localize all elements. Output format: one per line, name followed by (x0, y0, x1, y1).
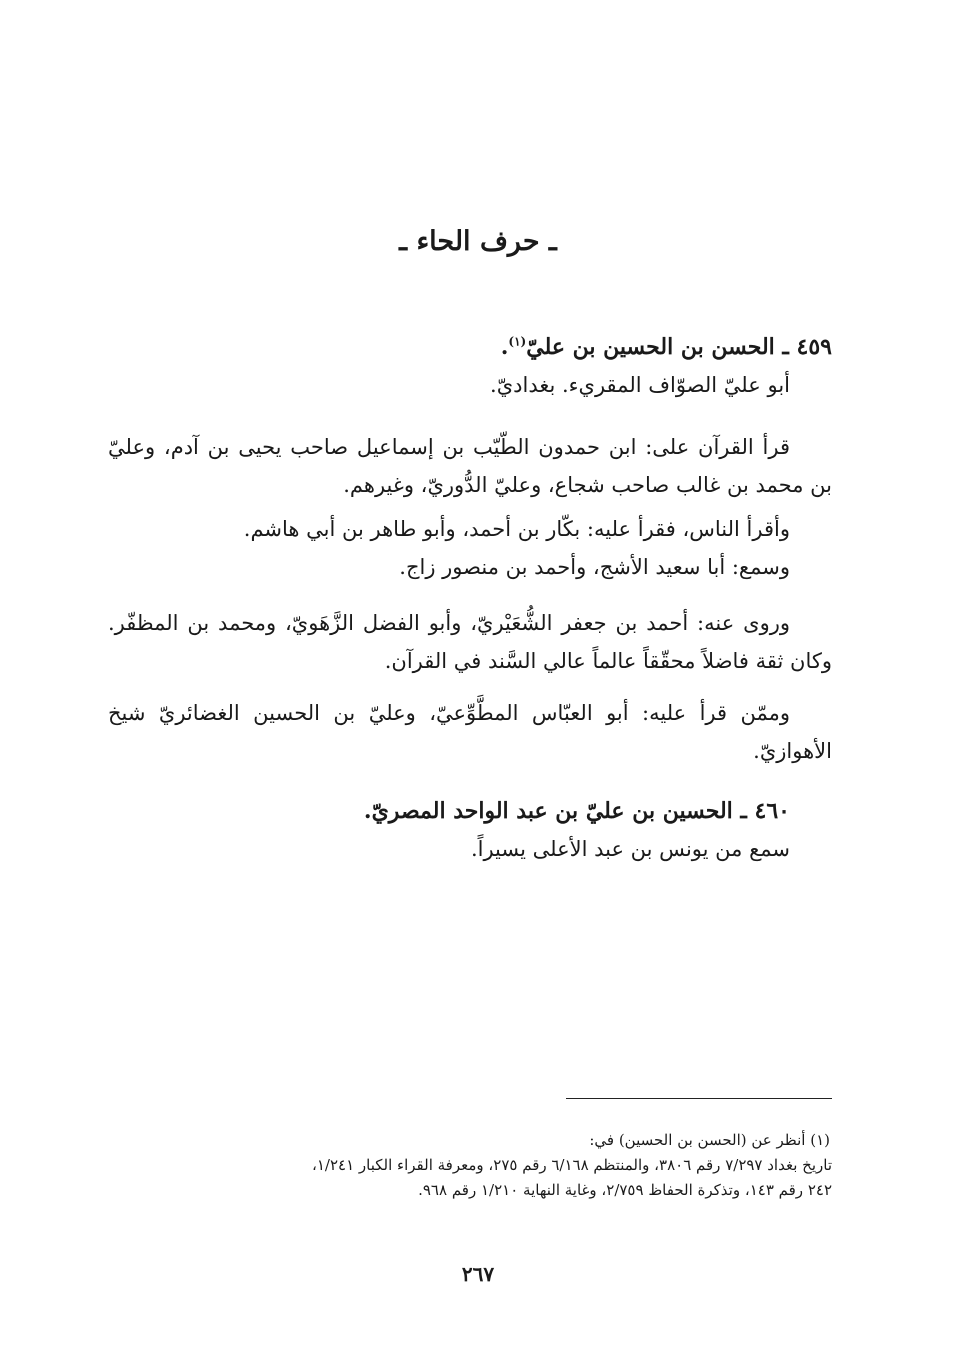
entry-459 (108, 328, 832, 404)
paragraph-students (108, 510, 832, 586)
paragraph-text: وروى عنه: أحمد بن جعفر الشُّعَيْريّ، وأبو الفضل الزَّهَويّ، ومحمد بن المظفّر. وكان ثقة فاضلاً محقّقاً عالماً عالي السَّند في القرآن. (108, 611, 832, 673)
footnote-divider (566, 1098, 832, 1099)
paragraph-text: وممّن قرأ عليه: أبو العبّاس المطَّوِّعيّ، وعليّ بن الحسين الغضائريّ شيخ الأهوازيّ. (108, 701, 832, 763)
entry-460 (108, 792, 832, 868)
footnote-line: تاريخ بغداد ٧/٢٩٧ رقم ٣٨٠٦، والمنتظم ٦/١٦٨ رقم ٢٧٥، ومعرفة القراء الكبار ١/٢٤١، (312, 1156, 832, 1174)
entry-subline: سمع من يونس بن عبد الأعلى يسيراً. (470, 837, 790, 861)
paragraph-text: وأقرأ الناس، فقرأ عليه: بكّار بن أحمد، وأبو طاهر بن أبي هاشم. (243, 517, 790, 541)
paragraph-readers (108, 694, 832, 770)
footnote-line: ٢٤٢ رقم ١٤٣، وتذكرة الحفاظ ٢/٧٥٩، وغاية النهاية ١/٢١٠ رقم ٩٦٨. (418, 1181, 832, 1199)
entry-subline: أبو عليّ الصوّاف المقريء. بغداديّ. (490, 373, 790, 397)
page-number: ٢٦٧ (461, 1262, 495, 1286)
paragraph-teachers (108, 428, 832, 504)
paragraph-narrators (108, 604, 832, 680)
entry-heading-end: . (500, 334, 509, 360)
entry-heading (108, 328, 832, 366)
paragraph-text: قرأ القرآن على: ابن حمدون الطّيّب بن إسماعيل صاحب يحيى بن آدم، وعليّ بن محمد بن غالب صاحب شجاع، وعليّ الدُّوريّ، وغيرهم. (108, 435, 832, 497)
chapter-title: ـ حرف الحاء ـ (399, 226, 557, 257)
footnotes (112, 1128, 832, 1203)
footnote-ref[interactable]: (١) (508, 334, 527, 349)
paragraph-text: وسمع: أبا سعيد الأشج، وأحمد بن منصور زاج. (399, 555, 790, 579)
entry-name: ٤٥٩ ـ الحسن بن الحسين بن عليّ (526, 334, 832, 360)
footnote-intro: (١) أنظر عن (الحسن بن الحسين) في: (589, 1131, 830, 1149)
entry-heading: ٤٦٠ ـ الحسين بن عليّ بن عبد الواحد المصريّ. (363, 798, 790, 824)
